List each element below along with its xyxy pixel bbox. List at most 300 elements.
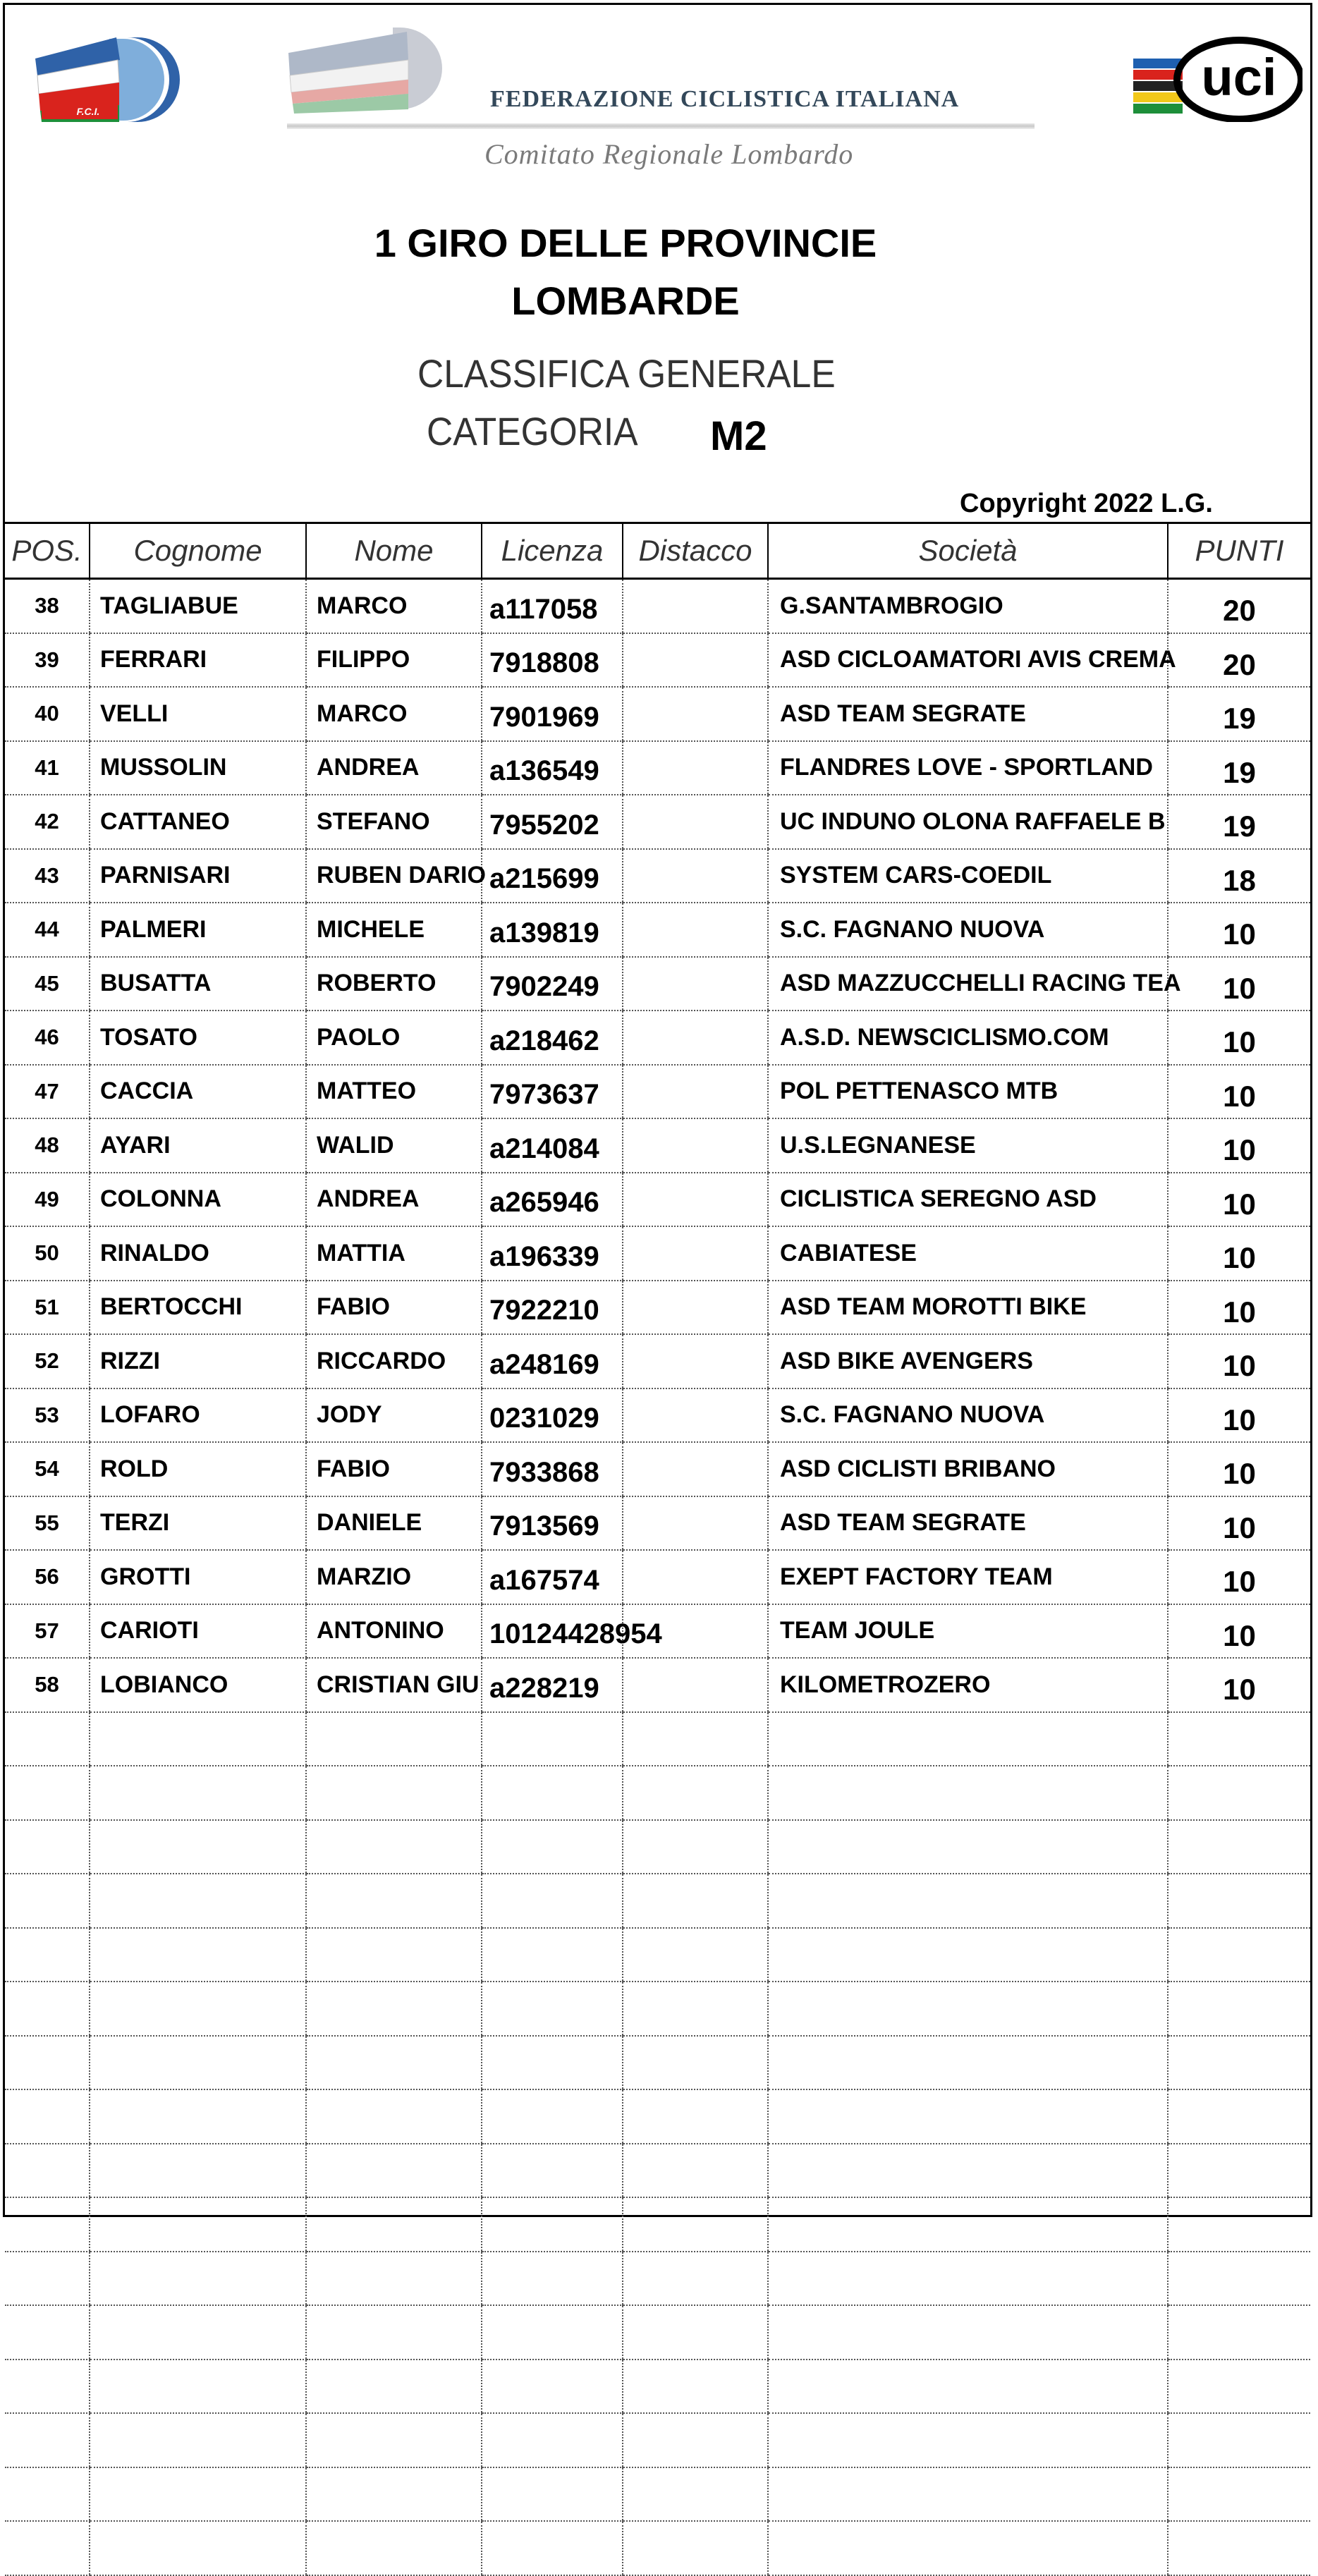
empty-cell-gap <box>623 1874 768 1928</box>
empty-cell-gap <box>623 2467 768 2522</box>
cell-license: a265946 <box>482 1173 623 1227</box>
empty-table-row <box>5 2089 1310 2144</box>
cell-position: 44 <box>5 903 90 957</box>
empty-cell-surname <box>90 1712 306 1766</box>
empty-cell-license <box>482 2089 623 2144</box>
empty-cell-gap <box>623 1712 768 1766</box>
cell-first-name: FABIO <box>306 1442 482 1496</box>
cell-points: 20 <box>1168 579 1310 633</box>
cell-surname: COLONNA <box>90 1173 306 1227</box>
cell-points: 10 <box>1168 1065 1310 1119</box>
empty-cell-license <box>482 2197 623 2252</box>
cell-license: a167574 <box>482 1550 623 1604</box>
cell-surname: TERZI <box>90 1496 306 1551</box>
cell-gap <box>623 903 768 957</box>
cell-team: UC INDUNO OLONA RAFFAELE B <box>768 795 1168 849</box>
cell-surname: LOBIANCO <box>90 1658 306 1712</box>
cell-first-name: STEFANO <box>306 795 482 849</box>
empty-cell-first-name <box>306 2197 482 2252</box>
cell-position: 51 <box>5 1281 90 1335</box>
empty-cell-surname <box>90 1982 306 2036</box>
table-row <box>5 1658 1310 1712</box>
cell-first-name: FABIO <box>306 1281 482 1335</box>
cell-license: a248169 <box>482 1334 623 1388</box>
empty-cell-gap <box>623 2089 768 2144</box>
copyright-notice: Copyright 2022 L.G. <box>960 489 1213 518</box>
column-header-punti: PUNTI <box>1168 523 1310 579</box>
cell-license: 7918808 <box>482 633 623 688</box>
empty-cell-team <box>768 2413 1168 2467</box>
table-row <box>5 1281 1310 1335</box>
cell-points: 19 <box>1168 795 1310 849</box>
cell-position: 39 <box>5 633 90 688</box>
cell-position: 48 <box>5 1118 90 1173</box>
cell-team: A.S.D. NEWSCICLISMO.COM <box>768 1011 1168 1065</box>
empty-table-row <box>5 2521 1310 2575</box>
empty-cell-points <box>1168 1874 1310 1928</box>
column-header-distacco: Distacco <box>623 523 768 579</box>
cell-position: 46 <box>5 1011 90 1065</box>
cell-license: 7913569 <box>482 1496 623 1551</box>
table-row <box>5 1226 1310 1281</box>
cell-surname: CATTANEO <box>90 795 306 849</box>
cell-points: 10 <box>1168 1334 1310 1388</box>
cell-first-name: WALID <box>306 1118 482 1173</box>
empty-table-row <box>5 1820 1310 1874</box>
cell-first-name: CRISTIAN GIU <box>306 1658 482 1712</box>
results-table-body <box>5 579 1310 2575</box>
cell-team: ASD MAZZUCCHELLI RACING TEA <box>768 957 1168 1011</box>
empty-cell-team <box>768 2144 1168 2198</box>
empty-cell-gap <box>623 2197 768 2252</box>
cell-first-name: MATTIA <box>306 1226 482 1281</box>
empty-cell-first-name <box>306 2144 482 2198</box>
cell-position: 43 <box>5 849 90 903</box>
empty-cell-position <box>5 1712 90 1766</box>
cell-position: 41 <box>5 741 90 795</box>
table-row <box>5 1496 1310 1551</box>
table-row <box>5 849 1310 903</box>
cell-position: 57 <box>5 1604 90 1659</box>
cell-position: 53 <box>5 1388 90 1443</box>
cell-points: 20 <box>1168 633 1310 688</box>
cell-team: KILOMETROZERO <box>768 1658 1168 1712</box>
cell-gap <box>623 1065 768 1119</box>
cell-team: ASD TEAM MOROTTI BIKE <box>768 1281 1168 1335</box>
cell-team: FLANDRES LOVE - SPORTLAND <box>768 741 1168 795</box>
cell-surname: CACCIA <box>90 1065 306 1119</box>
table-row <box>5 579 1310 633</box>
category-value: M2 <box>710 413 767 459</box>
empty-cell-team <box>768 2360 1168 2414</box>
empty-cell-surname <box>90 2521 306 2575</box>
empty-cell-points <box>1168 2521 1310 2575</box>
empty-cell-first-name <box>306 2521 482 2575</box>
empty-cell-first-name <box>306 2252 482 2306</box>
empty-cell-surname <box>90 2305 306 2360</box>
cell-surname: TOSATO <box>90 1011 306 1065</box>
cell-surname: CARIOTI <box>90 1604 306 1659</box>
empty-table-row <box>5 2252 1310 2306</box>
cell-first-name: MICHELE <box>306 903 482 957</box>
empty-cell-surname <box>90 1928 306 1982</box>
empty-cell-points <box>1168 1766 1310 1820</box>
empty-cell-position <box>5 1874 90 1928</box>
empty-cell-surname <box>90 2197 306 2252</box>
column-header-societa: Società <box>768 523 1168 579</box>
empty-cell-position <box>5 2521 90 2575</box>
cell-position: 54 <box>5 1442 90 1496</box>
empty-cell-license <box>482 1982 623 2036</box>
cell-license: 7955202 <box>482 795 623 849</box>
cell-first-name: RICCARDO <box>306 1334 482 1388</box>
empty-cell-points <box>1168 2089 1310 2144</box>
cell-gap <box>623 849 768 903</box>
cell-position: 49 <box>5 1173 90 1227</box>
category-label: CATEGORIA <box>427 409 638 453</box>
cell-license: a139819 <box>482 903 623 957</box>
cell-gap <box>623 1226 768 1281</box>
cell-points: 10 <box>1168 1011 1310 1065</box>
cell-first-name: MARZIO <box>306 1550 482 1604</box>
empty-cell-gap <box>623 2305 768 2360</box>
cell-license: a136549 <box>482 741 623 795</box>
empty-cell-points <box>1168 2144 1310 2198</box>
cell-surname: AYARI <box>90 1118 306 1173</box>
empty-cell-surname <box>90 2360 306 2414</box>
empty-cell-team <box>768 2036 1168 2090</box>
empty-cell-surname <box>90 2467 306 2522</box>
cell-surname: LOFARO <box>90 1388 306 1443</box>
empty-table-row <box>5 2413 1310 2467</box>
empty-cell-surname <box>90 2036 306 2090</box>
cell-first-name: MARCO <box>306 579 482 633</box>
cell-first-name: MARCO <box>306 687 482 741</box>
column-header-pos: POS. <box>5 523 90 579</box>
empty-cell-surname <box>90 1874 306 1928</box>
empty-cell-team <box>768 2252 1168 2306</box>
cell-team: S.C. FAGNANO NUOVA <box>768 903 1168 957</box>
empty-cell-team <box>768 1820 1168 1874</box>
empty-cell-team <box>768 1766 1168 1820</box>
empty-cell-license <box>482 2521 623 2575</box>
empty-cell-team <box>768 1874 1168 1928</box>
fci-logo <box>32 32 190 123</box>
empty-cell-position <box>5 1766 90 1820</box>
empty-cell-team <box>768 1712 1168 1766</box>
cell-license: 7901969 <box>482 687 623 741</box>
empty-cell-surname <box>90 2144 306 2198</box>
empty-table-row <box>5 2360 1310 2414</box>
empty-cell-surname <box>90 1766 306 1820</box>
empty-cell-first-name <box>306 1820 482 1874</box>
cell-points: 10 <box>1168 1658 1310 1712</box>
empty-cell-points <box>1168 2197 1310 2252</box>
empty-cell-first-name <box>306 2036 482 2090</box>
empty-cell-surname <box>90 2089 306 2144</box>
cell-team: CICLISTICA SEREGNO ASD <box>768 1173 1168 1227</box>
empty-cell-points <box>1168 1712 1310 1766</box>
table-row <box>5 633 1310 688</box>
cell-team: SYSTEM CARS-COEDIL <box>768 849 1168 903</box>
table-row <box>5 795 1310 849</box>
federation-name: FEDERAZIONE CICLISTICA ITALIANA <box>490 86 960 112</box>
empty-cell-first-name <box>306 1766 482 1820</box>
cell-first-name: MATTEO <box>306 1065 482 1119</box>
table-row <box>5 687 1310 741</box>
empty-cell-gap <box>623 2521 768 2575</box>
cell-position: 40 <box>5 687 90 741</box>
event-title-line-2: LOMBARDE <box>511 279 740 323</box>
table-row <box>5 1550 1310 1604</box>
cell-first-name: DANIELE <box>306 1496 482 1551</box>
empty-cell-team <box>768 2197 1168 2252</box>
empty-cell-gap <box>623 1820 768 1874</box>
cell-gap <box>623 1173 768 1227</box>
cell-surname: BUSATTA <box>90 957 306 1011</box>
table-row <box>5 1604 1310 1659</box>
cell-first-name: JODY <box>306 1388 482 1443</box>
empty-table-row <box>5 1874 1310 1928</box>
cell-team: G.SANTAMBROGIO <box>768 579 1168 633</box>
cell-gap <box>623 1496 768 1551</box>
empty-table-row <box>5 1982 1310 2036</box>
empty-cell-position <box>5 2036 90 2090</box>
empty-cell-first-name <box>306 1712 482 1766</box>
column-header-licenza: Licenza <box>482 523 623 579</box>
empty-cell-team <box>768 2089 1168 2144</box>
column-header-nome: Nome <box>306 523 482 579</box>
cell-license: a218462 <box>482 1011 623 1065</box>
cell-points: 10 <box>1168 1118 1310 1173</box>
empty-cell-position <box>5 2144 90 2198</box>
empty-cell-position <box>5 2197 90 2252</box>
empty-cell-position <box>5 1928 90 1982</box>
cell-points: 10 <box>1168 903 1310 957</box>
cell-position: 47 <box>5 1065 90 1119</box>
cell-points: 10 <box>1168 957 1310 1011</box>
empty-cell-gap <box>623 1766 768 1820</box>
cell-first-name: RUBEN DARIO <box>306 849 482 903</box>
empty-cell-points <box>1168 2036 1310 2090</box>
cell-first-name: ANDREA <box>306 1173 482 1227</box>
cell-surname: TAGLIABUE <box>90 579 306 633</box>
cell-team: EXEPT FACTORY TEAM <box>768 1550 1168 1604</box>
cell-gap <box>623 687 768 741</box>
table-row <box>5 957 1310 1011</box>
cell-team: ASD BIKE AVENGERS <box>768 1334 1168 1388</box>
empty-cell-license <box>482 1712 623 1766</box>
cell-team: TEAM JOULE <box>768 1604 1168 1659</box>
uci-logo <box>1133 30 1302 122</box>
cell-position: 42 <box>5 795 90 849</box>
federation-logo <box>287 25 499 116</box>
cell-gap <box>623 741 768 795</box>
empty-cell-position <box>5 2413 90 2467</box>
table-row <box>5 903 1310 957</box>
cell-surname: PALMERI <box>90 903 306 957</box>
empty-cell-license <box>482 2413 623 2467</box>
table-row <box>5 741 1310 795</box>
empty-cell-gap <box>623 1928 768 1982</box>
cell-position: 38 <box>5 579 90 633</box>
cell-gap <box>623 1442 768 1496</box>
empty-table-row <box>5 2305 1310 2360</box>
cell-license: 10124428954 <box>482 1604 623 1659</box>
cell-team: ASD TEAM SEGRATE <box>768 687 1168 741</box>
cell-team: ASD TEAM SEGRATE <box>768 1496 1168 1551</box>
empty-cell-gap <box>623 2252 768 2306</box>
cell-first-name: ANTONINO <box>306 1604 482 1659</box>
cell-license: a196339 <box>482 1226 623 1281</box>
svg-text:uci: uci <box>1201 48 1277 106</box>
empty-cell-surname <box>90 2252 306 2306</box>
empty-cell-gap <box>623 2036 768 2090</box>
empty-cell-first-name <box>306 2305 482 2360</box>
cell-team: CABIATESE <box>768 1226 1168 1281</box>
header-divider <box>287 123 1035 129</box>
table-row <box>5 1065 1310 1119</box>
empty-cell-position <box>5 2252 90 2306</box>
empty-cell-license <box>482 1874 623 1928</box>
cell-license: a117058 <box>482 579 623 633</box>
empty-cell-first-name <box>306 1928 482 1982</box>
cell-surname: BERTOCCHI <box>90 1281 306 1335</box>
table-row <box>5 1011 1310 1065</box>
empty-cell-first-name <box>306 2360 482 2414</box>
cell-position: 50 <box>5 1226 90 1281</box>
cell-license: a214084 <box>482 1118 623 1173</box>
committee-name: Comitato Regionale Lombardo <box>484 138 854 170</box>
cell-license: 7902249 <box>482 957 623 1011</box>
cell-points: 10 <box>1168 1388 1310 1443</box>
empty-table-row <box>5 2036 1310 2090</box>
empty-cell-position <box>5 2467 90 2522</box>
cell-surname: VELLI <box>90 687 306 741</box>
cell-points: 18 <box>1168 849 1310 903</box>
column-header-cognome: Cognome <box>90 523 306 579</box>
empty-cell-points <box>1168 2467 1310 2522</box>
cell-surname: ROLD <box>90 1442 306 1496</box>
cell-points: 10 <box>1168 1226 1310 1281</box>
empty-cell-position <box>5 1982 90 2036</box>
cell-team: U.S.LEGNANESE <box>768 1118 1168 1173</box>
cell-gap <box>623 795 768 849</box>
empty-table-row <box>5 1712 1310 1766</box>
cell-points: 10 <box>1168 1604 1310 1659</box>
empty-cell-license <box>482 2036 623 2090</box>
cell-points: 19 <box>1168 687 1310 741</box>
cell-team: ASD CICLOAMATORI AVIS CREMA <box>768 633 1168 688</box>
cell-position: 55 <box>5 1496 90 1551</box>
empty-cell-gap <box>623 1982 768 2036</box>
cell-license: 7973637 <box>482 1065 623 1119</box>
empty-table-row <box>5 2467 1310 2522</box>
classification-title: CLASSIFICA GENERALE <box>417 351 836 396</box>
cell-gap <box>623 579 768 633</box>
empty-cell-first-name <box>306 2089 482 2144</box>
empty-cell-license <box>482 1820 623 1874</box>
cell-first-name: PAOLO <box>306 1011 482 1065</box>
cell-position: 52 <box>5 1334 90 1388</box>
cell-surname: RINALDO <box>90 1226 306 1281</box>
empty-cell-points <box>1168 1928 1310 1982</box>
empty-cell-surname <box>90 2413 306 2467</box>
empty-cell-points <box>1168 1820 1310 1874</box>
cell-points: 10 <box>1168 1281 1310 1335</box>
empty-cell-first-name <box>306 2413 482 2467</box>
empty-cell-points <box>1168 2305 1310 2360</box>
empty-cell-points <box>1168 2252 1310 2306</box>
cell-surname: GROTTI <box>90 1550 306 1604</box>
cell-position: 58 <box>5 1658 90 1712</box>
cell-gap <box>623 957 768 1011</box>
empty-table-row <box>5 2144 1310 2198</box>
empty-cell-team <box>768 2467 1168 2522</box>
cell-surname: PARNISARI <box>90 849 306 903</box>
results-sheet <box>3 3 1312 2217</box>
empty-cell-gap <box>623 2413 768 2467</box>
empty-cell-position <box>5 1820 90 1874</box>
cell-team: ASD CICLISTI BRIBANO <box>768 1442 1168 1496</box>
empty-cell-surname <box>90 1820 306 1874</box>
cell-gap <box>623 1118 768 1173</box>
cell-first-name: ROBERTO <box>306 957 482 1011</box>
cell-points: 10 <box>1168 1173 1310 1227</box>
svg-text:F.C.I.: F.C.I. <box>76 106 100 117</box>
cell-gap <box>623 1011 768 1065</box>
empty-cell-points <box>1168 2413 1310 2467</box>
cell-first-name: ANDREA <box>306 741 482 795</box>
cell-position: 56 <box>5 1550 90 1604</box>
cell-gap <box>623 1334 768 1388</box>
cell-license: a228219 <box>482 1658 623 1712</box>
cell-license: a215699 <box>482 849 623 903</box>
cell-gap <box>623 633 768 688</box>
event-title-line-1: 1 GIRO DELLE PROVINCIE <box>374 221 877 265</box>
empty-cell-license <box>482 2360 623 2414</box>
empty-cell-position <box>5 2089 90 2144</box>
empty-cell-license <box>482 2305 623 2360</box>
empty-table-row <box>5 1766 1310 1820</box>
empty-cell-points <box>1168 1982 1310 2036</box>
table-row <box>5 1442 1310 1496</box>
cell-license: 7922210 <box>482 1281 623 1335</box>
cell-gap <box>623 1550 768 1604</box>
empty-cell-gap <box>623 2144 768 2198</box>
cell-points: 10 <box>1168 1496 1310 1551</box>
empty-cell-position <box>5 2305 90 2360</box>
empty-cell-first-name <box>306 2467 482 2522</box>
empty-cell-license <box>482 2467 623 2522</box>
cell-points: 10 <box>1168 1442 1310 1496</box>
cell-team: S.C. FAGNANO NUOVA <box>768 1388 1168 1443</box>
empty-table-row <box>5 1928 1310 1982</box>
empty-cell-position <box>5 2360 90 2414</box>
cell-first-name: FILIPPO <box>306 633 482 688</box>
empty-cell-license <box>482 2144 623 2198</box>
empty-cell-team <box>768 2305 1168 2360</box>
empty-cell-first-name <box>306 1874 482 1928</box>
empty-cell-license <box>482 1928 623 1982</box>
cell-license: 0231029 <box>482 1388 623 1443</box>
cell-points: 10 <box>1168 1550 1310 1604</box>
cell-license: 7933868 <box>482 1442 623 1496</box>
empty-cell-team <box>768 2521 1168 2575</box>
cell-surname: MUSSOLIN <box>90 741 306 795</box>
empty-table-row <box>5 2197 1310 2252</box>
empty-cell-gap <box>623 2360 768 2414</box>
